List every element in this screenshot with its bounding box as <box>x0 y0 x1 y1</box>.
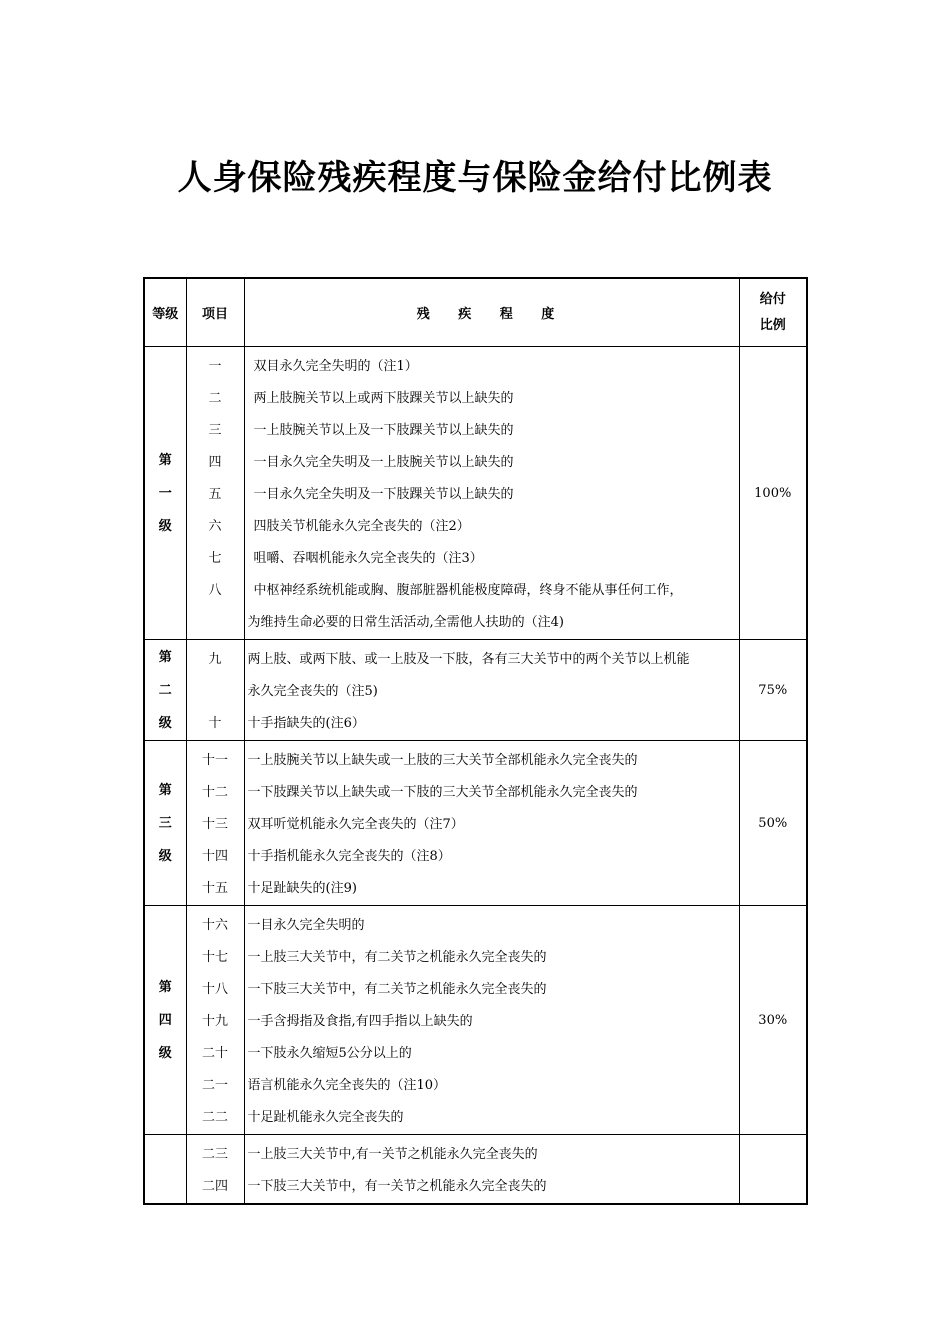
disability-descriptions <box>244 347 739 640</box>
item-number: 二一 <box>201 1078 228 1093</box>
grade-label-char: 级 <box>158 715 172 731</box>
payout-ratio: 50% <box>739 741 807 906</box>
header-ratio <box>739 278 807 347</box>
payout-ratio <box>739 1135 807 1205</box>
disability-description: 一手含拇指及食指,有四手指以上缺失的 <box>247 1014 473 1029</box>
grade-row <box>144 1135 807 1205</box>
grade-label <box>144 741 186 906</box>
item-number: 十二 <box>201 785 228 800</box>
header-ratio-line1: 给付 <box>759 291 786 307</box>
item-number: 二二 <box>201 1110 228 1125</box>
grade-label-char: 四 <box>158 1012 172 1028</box>
item-number: 五 <box>208 487 222 502</box>
disability-description: 永久完全丧失的（注5) <box>247 684 378 699</box>
table-header-row <box>144 278 807 347</box>
item-number: 八 <box>208 583 222 598</box>
grade-label <box>144 640 186 741</box>
disability-description: 一上肢腕关节以上缺失或一上肢的三大关节全部机能永久完全丧失的 <box>247 753 638 768</box>
grade-label-char: 二 <box>158 682 172 698</box>
disability-ratio-table <box>143 277 808 1205</box>
item-number: 二十 <box>201 1046 228 1061</box>
grade-label-char: 一 <box>158 485 172 501</box>
grade-label <box>144 1135 186 1205</box>
item-number <box>187 607 244 639</box>
payout-ratio: 100% <box>739 347 807 640</box>
disability-description: 双目永久完全失明的（注1） <box>253 359 418 374</box>
disability-description: 两上肢、或两下肢、或一上肢及一下肢，各有三大关节中的两个关节以上机能 <box>247 652 690 667</box>
grade-label-char: 第 <box>158 782 172 798</box>
disability-description: 十足趾缺失的(注9) <box>247 881 357 896</box>
disability-description: 一下肢踝关节以上缺失或一下肢的三大关节全部机能永久完全丧失的 <box>247 785 638 800</box>
disability-descriptions <box>244 906 739 1135</box>
grade-label-char: 级 <box>158 1045 172 1061</box>
disability-description: 十手指缺失的(注6） <box>247 716 365 731</box>
disability-description: 语言机能永久完全丧失的（注10） <box>247 1078 447 1093</box>
disability-description: 两上肢腕关节以上或两下肢踝关节以上缺失的 <box>253 391 514 406</box>
item-number: 十七 <box>201 950 228 965</box>
item-number: 一 <box>208 359 222 374</box>
disability-description: 一上肢腕关节以上及一下肢踝关节以上缺失的 <box>253 423 514 438</box>
item-number: 十 <box>208 716 222 731</box>
item-number: 十四 <box>201 849 228 864</box>
page-title: 人身保险残疾程度与保险金给付比例表 <box>177 158 773 198</box>
disability-descriptions <box>244 1135 739 1205</box>
item-numbers <box>186 741 244 906</box>
grade-label <box>144 906 186 1135</box>
disability-description: 一上肢三大关节中，有二关节之机能永久完全丧失的 <box>247 950 547 965</box>
disability-descriptions <box>244 640 739 741</box>
item-number <box>187 676 244 708</box>
payout-ratio: 75% <box>739 640 807 741</box>
item-number: 十五 <box>201 881 228 896</box>
item-number: 三 <box>208 423 222 438</box>
item-number: 十九 <box>201 1014 228 1029</box>
disability-description: 一下肢三大关节中，有二关节之机能永久完全丧失的 <box>247 982 547 997</box>
item-number: 十一 <box>201 753 228 768</box>
grade-label-char: 三 <box>158 815 172 831</box>
item-number: 六 <box>208 519 222 534</box>
disability-description: 十足趾机能永久完全丧失的 <box>247 1110 404 1125</box>
item-numbers <box>186 640 244 741</box>
disability-description: 咀嚼、吞咽机能永久完全丧失的（注3） <box>253 551 483 566</box>
grade-label-char: 第 <box>158 452 172 468</box>
disability-description: 双耳听觉机能永久完全丧失的（注7） <box>247 817 464 832</box>
grade-label-char: 级 <box>158 848 172 864</box>
item-number: 二 <box>208 391 222 406</box>
item-numbers <box>186 906 244 1135</box>
disability-description: 一目永久完全失明的 <box>247 918 365 933</box>
grade-label <box>144 347 186 640</box>
header-grade: 等级 <box>144 278 186 347</box>
item-numbers <box>186 347 244 640</box>
item-number: 二四 <box>201 1179 228 1194</box>
grade-row <box>144 347 807 640</box>
disability-description: 十手指机能永久完全丧失的（注8） <box>247 849 451 864</box>
item-number: 十六 <box>201 918 228 933</box>
item-number: 四 <box>208 455 222 470</box>
grade-row <box>144 741 807 906</box>
header-description: 残 疾 程 度 <box>244 278 739 347</box>
disability-description: 四肢关节机能永久完全丧失的（注2） <box>253 519 470 534</box>
disability-description: 一下肢三大关节中，有一关节之机能永久完全丧失的 <box>247 1179 547 1194</box>
grade-row <box>144 906 807 1135</box>
item-number: 十八 <box>201 982 228 997</box>
payout-ratio: 30% <box>739 906 807 1135</box>
grade-label-char: 第 <box>158 979 172 995</box>
disability-description: 为维持生命必要的日常生活活动,全需他人扶助的（注4) <box>247 615 564 630</box>
item-number: 九 <box>208 652 222 667</box>
header-ratio-line2: 比例 <box>759 317 786 333</box>
disability-description: 一下肢永久缩短5公分以上的 <box>247 1046 412 1061</box>
item-number: 十三 <box>201 817 228 832</box>
disability-description: 一目永久完全失明及一下肢踝关节以上缺失的 <box>253 487 514 502</box>
header-item: 项目 <box>186 278 244 347</box>
disability-description: 一上肢三大关节中,有一关节之机能永久完全丧失的 <box>247 1147 538 1162</box>
disability-description: 一目永久完全失明及一上肢腕关节以上缺失的 <box>253 455 514 470</box>
grade-label-char: 级 <box>158 518 172 534</box>
disability-description: 中枢神经系统机能或胸、腹部脏器机能极度障碍，终身不能从事任何工作， <box>253 583 683 598</box>
item-numbers <box>186 1135 244 1205</box>
disability-descriptions <box>244 741 739 906</box>
grade-label-char: 第 <box>158 649 172 665</box>
grade-row <box>144 640 807 741</box>
item-number: 七 <box>208 551 222 566</box>
item-number: 二三 <box>201 1147 228 1162</box>
